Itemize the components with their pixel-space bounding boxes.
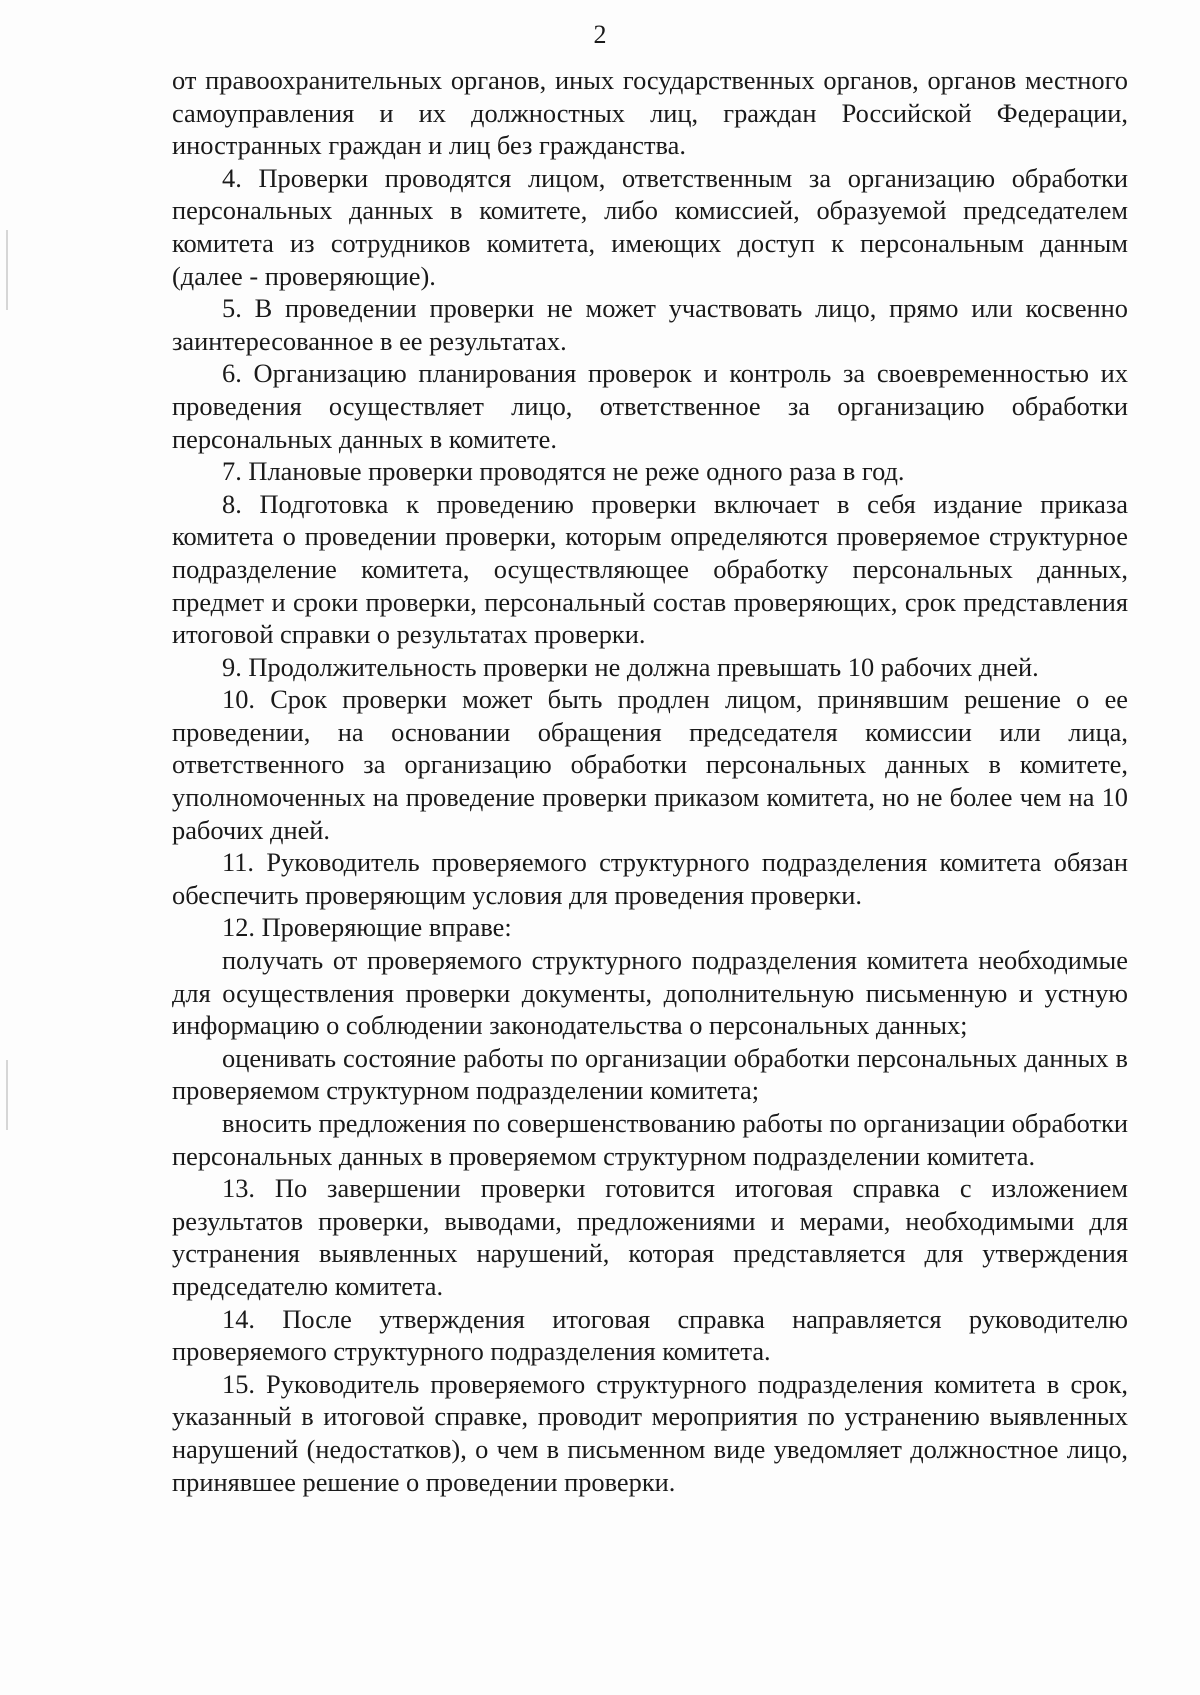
paragraph-item-6: 6. Организацию планирования проверок и контроль за своевременностью их проведения осуществляет лицо, ответственное за организацию обработки персональных данных в комитете. bbox=[172, 358, 1128, 454]
paragraph-item-10: 10. Срок проверки может быть продлен лицом, принявшим решение о ее проведении, на основании обращения председателя комиссии или лица, ответственного за организацию обработки персональных данных в комитете, уполномоченных на проведение проверки приказом комитета, но не более чем на 10 рабочих дней. bbox=[172, 684, 1128, 845]
paragraph-item-9: 9. Продолжительность проверки не должна превышать 10 рабочих дней. bbox=[222, 651, 1039, 682]
paragraph-item-11: 11. Руководитель проверяемого структурного подразделения комитета обязан обеспечить проверяющим условия для проведения проверки. bbox=[172, 847, 1128, 910]
paragraph-item-7: 7. Плановые проверки проводятся не реже одного раза в год. bbox=[222, 456, 905, 487]
paragraph-item-4: 4. Проверки проводятся лицом, ответственным за организацию обработки персональных данных в комитете, либо комиссией, образуемой председателем комитета из сотрудников комитета, имеющих доступ к персональным данным (далее - проверяющие). bbox=[172, 162, 1128, 291]
paragraph-subitem-receive: получать от проверяемого структурного подразделения комитета необходимые для осуществления проверки документы, дополнительную письменную и устную информацию о соблюдении законодательства о персональных данных; bbox=[172, 945, 1128, 1041]
scan-margin-mark bbox=[6, 1060, 8, 1130]
paragraph-item-13: 13. По завершении проверки готовится итоговая справка с изложением результатов проверки, выводами, предложениями и мерами, необходимыми для устранения выявленных нарушений, которая представляется для утверждения председателю комитета. bbox=[172, 1173, 1128, 1301]
paragraph-item-5: 5. В проведении проверки не может участвовать лицо, прямо или косвенно заинтересованное в ее результатах. bbox=[172, 293, 1128, 356]
paragraph-subitem-evaluate: оценивать состояние работы по организации обработки персональных данных в проверяемом структурном подразделении комитета; bbox=[172, 1042, 1128, 1106]
paragraph-item-12: 12. Проверяющие вправе: bbox=[222, 912, 512, 943]
paragraph-item-15: 15. Руководитель проверяемого структурного подразделения комитета в срок, указанный в итоговой справке, проводит мероприятия по устранению выявленных нарушений (недостатков), о чем в письменном виде уведомляет должностное лицо, принявшее решение о проведении проверки. bbox=[172, 1368, 1128, 1497]
page-number: 2 bbox=[593, 20, 607, 49]
paragraph-continuation: от правоохранительных органов, иных государственных органов, органов местного самоуправления и их должностных лиц, граждан Российской Федерации, иностранных граждан и лиц без гражданства. bbox=[172, 65, 1128, 161]
paragraph-item-14: 14. После утверждения итоговая справка направляется руководителю проверяемого структурного подразделения комитета. bbox=[172, 1303, 1128, 1367]
paragraph-subitem-propose: вносить предложения по совершенствованию работы по организации обработки персональных данных в проверяемом структурном подразделении комитета. bbox=[172, 1108, 1128, 1171]
paragraph-item-8: 8. Подготовка к проведению проверки включает в себя издание приказа комитета о проведении проверки, которым определяются проверяемое структурное подразделение комитета, осуществляющее обработку персональных данных, предмет и сроки проверки, персональный состав проверяющих, срок представления итоговой справки о результатах проверки. bbox=[172, 488, 1128, 650]
scan-margin-mark bbox=[6, 230, 8, 310]
document-body bbox=[172, 64, 1128, 1498]
